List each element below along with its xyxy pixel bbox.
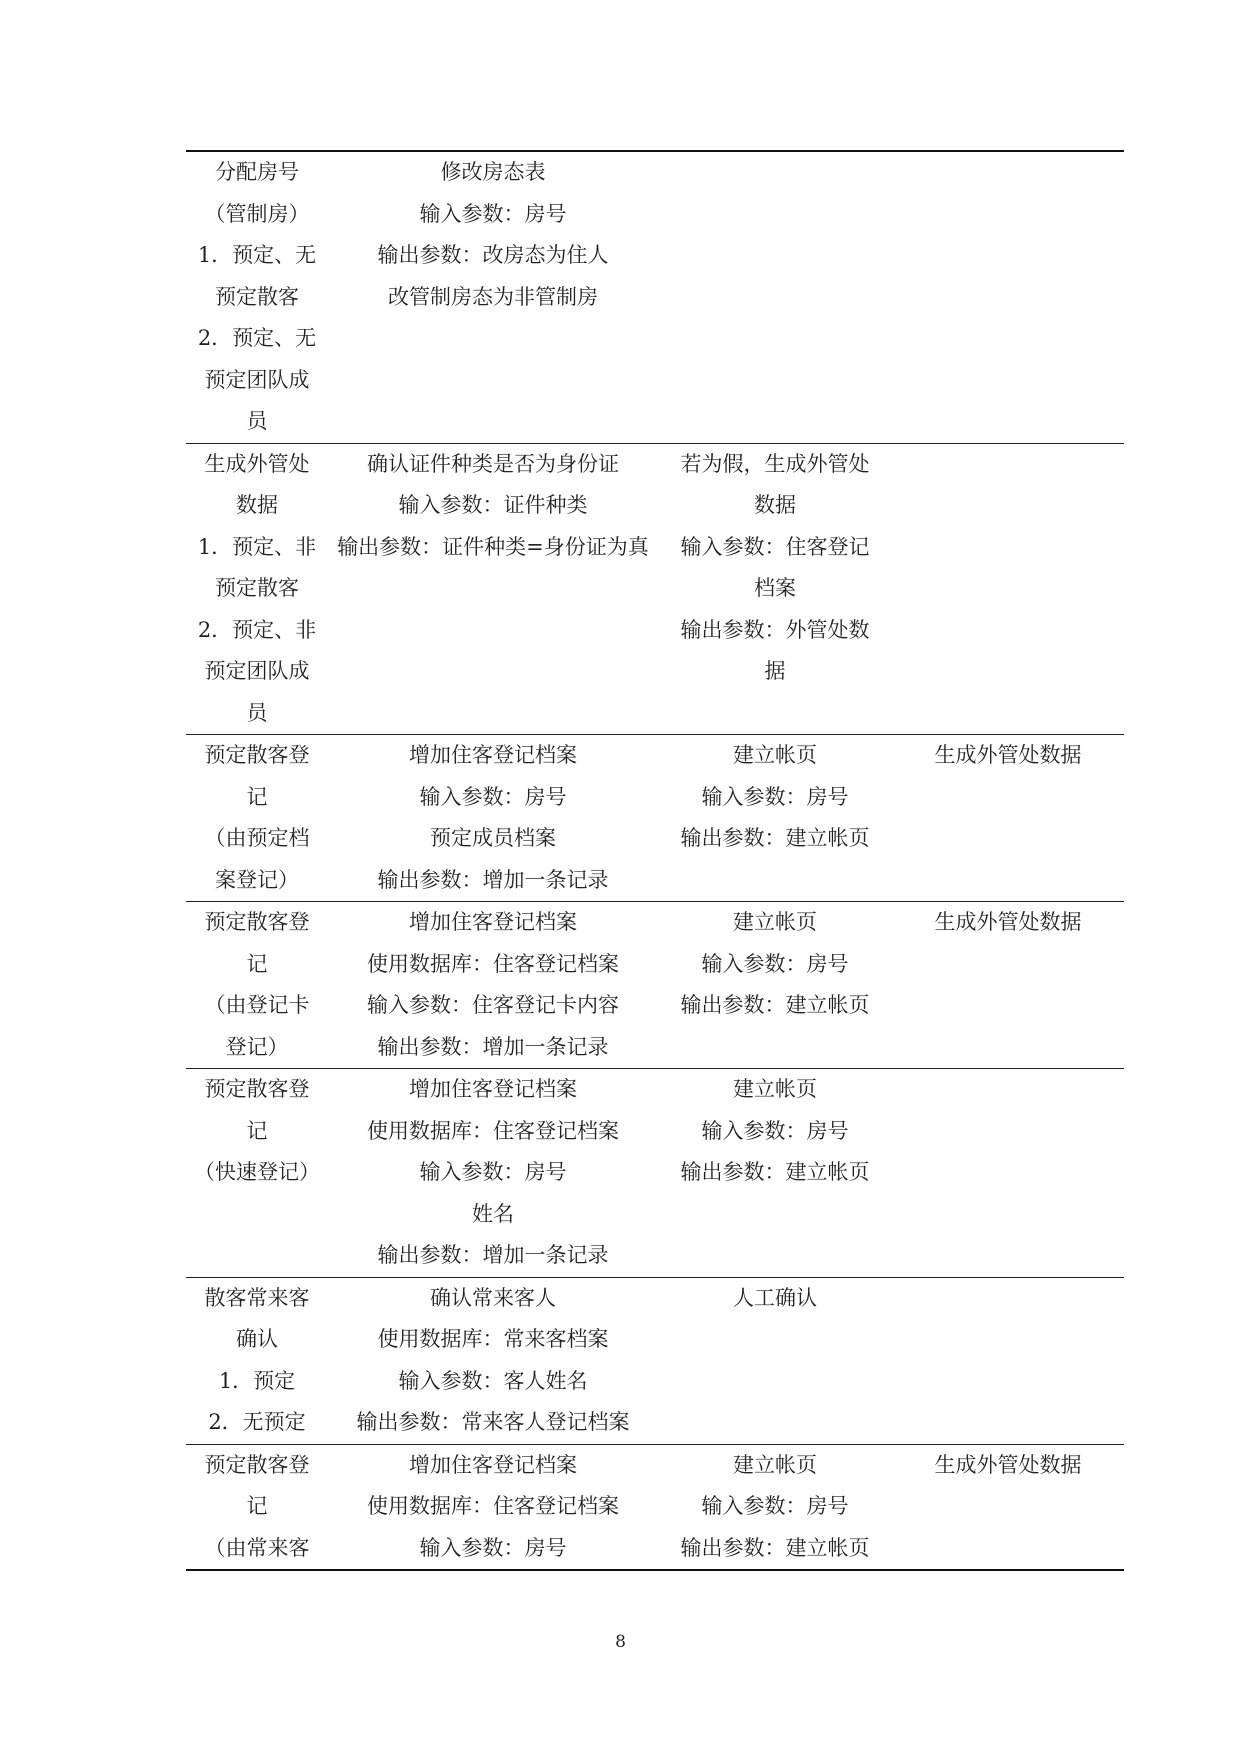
cell-line: 姓名 <box>472 1201 514 1226</box>
cell-line: 建立帐页 <box>733 743 817 767</box>
table-cell <box>186 1445 328 1570</box>
cell-line: 预定成员档案 <box>430 826 556 850</box>
cell-line: 建立帐页 <box>733 1077 817 1101</box>
cell-line: 生成外管处数据 <box>934 743 1082 767</box>
table-cell <box>186 735 328 901</box>
table-cell <box>328 152 658 443</box>
table-cell <box>658 1069 892 1277</box>
cell-line: 据 <box>764 659 786 683</box>
cell-line: 若为假，生成外管处 <box>680 451 870 476</box>
cell-line: 预定散客登 <box>204 743 310 767</box>
cell-line: （由常来客 <box>204 1535 310 1560</box>
cell-line: 人工确认 <box>733 1285 817 1310</box>
cell-line: 1．预定、无 <box>197 243 317 267</box>
table-row <box>186 1278 1124 1445</box>
cell-line: 数据 <box>754 493 796 517</box>
cell-line: 生成外管处数据 <box>934 1452 1082 1477</box>
cell-line: 输入参数：房号 <box>701 1118 849 1143</box>
table-row <box>186 444 1124 736</box>
cell-line: 生成外管处 <box>204 451 310 476</box>
cell-line: 输出参数：常来客人登记档案 <box>356 1410 630 1434</box>
cell-line: 建立帐页 <box>733 1452 817 1477</box>
cell-line: 修改房态表 <box>440 160 546 184</box>
cell-line: 案登记） <box>215 867 299 892</box>
cell-line: 预定散客 <box>215 576 299 600</box>
cell-line: 输出参数：建立帐页 <box>680 1535 870 1560</box>
cell-line: 增加住客登记档案 <box>409 910 577 934</box>
cell-line: 输出参数：增加一条记录 <box>377 1243 609 1267</box>
cell-line: 员 <box>246 700 268 725</box>
cell-line: 增加住客登记档案 <box>409 1077 577 1101</box>
cell-line: 输入参数：住客登记 <box>680 534 870 559</box>
table-cell <box>328 735 658 901</box>
cell-line: 输出参数：建立帐页 <box>680 1160 870 1184</box>
table-cell <box>186 902 328 1068</box>
cell-line: 记 <box>246 1118 268 1143</box>
table-cell <box>892 1069 1124 1277</box>
table-cell <box>658 735 892 901</box>
table-cell <box>658 1445 892 1570</box>
cell-line: 分配房号 <box>215 160 299 184</box>
cell-line: 输出参数：增加一条记录 <box>377 1034 609 1059</box>
cell-line: （由预定档 <box>204 826 310 850</box>
table-cell <box>328 902 658 1068</box>
table-cell <box>658 444 892 735</box>
cell-line: 建立帐页 <box>733 910 817 934</box>
cell-line: 使用数据库：住客登记档案 <box>367 951 619 976</box>
cell-line: 预定团队成 <box>204 367 310 392</box>
table-cell <box>892 444 1124 735</box>
cell-line: 输入参数：房号 <box>701 951 849 976</box>
cell-line: 散客常来客 <box>204 1285 310 1310</box>
cell-line: 输入参数：房号 <box>419 201 567 226</box>
cell-line: 确认 <box>236 1327 278 1351</box>
cell-line: 输入参数：房号 <box>701 784 849 809</box>
cell-line: 1．预定 <box>218 1368 296 1393</box>
cell-line: 输入参数：房号 <box>419 784 567 809</box>
table-cell <box>186 1278 328 1444</box>
cell-line: 输出参数：外管处数 <box>680 617 870 642</box>
cell-line: 记 <box>246 1494 268 1518</box>
cell-line: 2．无预定 <box>208 1410 306 1434</box>
table-cell <box>658 902 892 1068</box>
cell-line: 输入参数：住客登记卡内容 <box>367 993 619 1017</box>
cell-line: 预定散客登 <box>204 1452 310 1477</box>
cell-line: 增加住客登记档案 <box>409 1452 577 1477</box>
cell-line: 确认常来客人 <box>430 1285 556 1310</box>
cell-line: 数据 <box>236 493 278 517</box>
cell-line: 预定散客 <box>215 284 299 309</box>
cell-line: 记 <box>246 784 268 809</box>
table-cell <box>892 902 1124 1068</box>
cell-line: 输入参数：客人姓名 <box>398 1368 588 1393</box>
table-cell <box>186 1069 328 1277</box>
table-cell <box>328 1278 658 1444</box>
table-cell <box>186 444 328 735</box>
process-table <box>186 150 1124 1571</box>
cell-line: 输出参数：增加一条记录 <box>377 867 609 892</box>
cell-line: 输出参数：改房态为住人 <box>377 243 609 267</box>
cell-line: （管制房） <box>204 201 310 226</box>
cell-line: （快速登记） <box>194 1160 320 1184</box>
table-cell <box>186 152 328 443</box>
cell-line: 输入参数：房号 <box>419 1160 567 1184</box>
cell-line: 登记） <box>225 1034 289 1059</box>
cell-line: （由登记卡 <box>204 993 310 1017</box>
cell-line: 增加住客登记档案 <box>409 743 577 767</box>
table-cell <box>328 1445 658 1570</box>
cell-line: 使用数据库：常来客档案 <box>377 1327 609 1351</box>
cell-line: 生成外管处数据 <box>934 910 1082 934</box>
table-row <box>186 152 1124 444</box>
cell-line: 员 <box>246 409 268 433</box>
cell-line: 2．预定、非 <box>197 617 317 642</box>
cell-line: 输出参数：建立帐页 <box>680 826 870 850</box>
table-row <box>186 1445 1124 1572</box>
cell-line: 预定团队成 <box>204 659 310 683</box>
table-cell <box>328 444 658 735</box>
cell-line: 输出参数：证件种类=身份证为真 <box>337 534 649 559</box>
table-row <box>186 735 1124 902</box>
cell-line: 档案 <box>754 576 796 600</box>
cell-line: 预定散客登 <box>204 910 310 934</box>
table-cell <box>892 735 1124 901</box>
cell-line: 预定散客登 <box>204 1077 310 1101</box>
table-cell <box>892 1278 1124 1444</box>
table-cell <box>892 152 1124 443</box>
table-cell <box>328 1069 658 1277</box>
table-cell <box>658 152 892 443</box>
cell-line: 改管制房态为非管制房 <box>388 284 598 309</box>
cell-line: 输入参数：证件种类 <box>398 493 588 517</box>
cell-line: 2．预定、无 <box>197 326 317 350</box>
cell-line: 输入参数：房号 <box>419 1535 567 1560</box>
cell-line: 使用数据库：住客登记档案 <box>367 1118 619 1143</box>
cell-line: 输入参数：房号 <box>701 1494 849 1518</box>
table-row <box>186 902 1124 1069</box>
table-cell <box>658 1278 892 1444</box>
cell-line: 使用数据库：住客登记档案 <box>367 1494 619 1518</box>
table-row <box>186 1069 1124 1278</box>
cell-line: 记 <box>246 951 268 976</box>
cell-line: 确认证件种类是否为身份证 <box>367 451 619 476</box>
page-number: 8 <box>615 1632 626 1652</box>
cell-line: 输出参数：建立帐页 <box>680 993 870 1017</box>
cell-line: 1．预定、非 <box>197 534 317 559</box>
table-cell <box>892 1445 1124 1570</box>
